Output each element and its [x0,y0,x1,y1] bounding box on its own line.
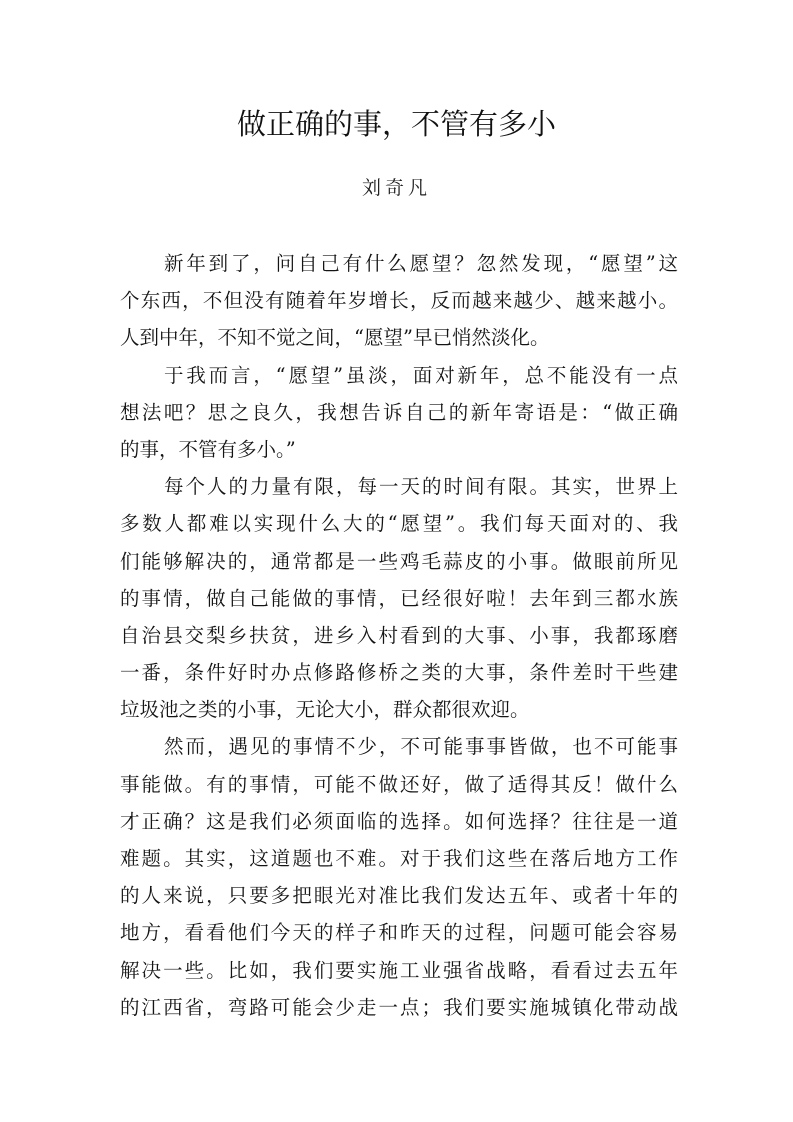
text-line: 一番，条件好时办点修路修桥之类的大事，条件差时干些建 [120,661,678,685]
paragraph [120,357,678,469]
text-line: 个东西，不但没有随着年岁增长，反而越来越少、越来越小。 [120,289,678,313]
text-line: 事能做。有的事情，可能不做还好，做了适得其反！做什么 [120,772,678,796]
text-line: 人到中年，不知不觉之间，“愿望”早已悄然淡化。 [120,326,550,350]
text-line: 每个人的力量有限，每一天的时间有限。其实，世界上 [164,475,678,499]
text-line: 地方，看看他们今天的样子和昨天的过程，问题可能会容易 [120,921,678,945]
text-line: 想法吧？思之良久，我想告诉自己的新年寄语是：“做正确 [120,400,678,424]
text-line: 难题。其实，这道题也不难。对于我们这些在落后地方工作 [120,847,678,870]
text-line: 们能够解决的，通常都是一些鸡毛蒜皮的小事。做眼前所见 [120,549,678,573]
text-line: 的人来说，只要多把眼光对准比我们发达五年、或者十年的 [120,884,678,908]
paragraph [120,728,678,1026]
paragraph [120,245,678,357]
text-line: 才正确？这是我们必须面临的选择。如何选择？往往是一道 [120,809,678,833]
text-line: 的事情，做自己能做的事情，已经很好啦！去年到三都水族 [120,586,678,610]
document-author: 刘奇凡 [361,177,431,199]
document-body [120,245,678,1026]
document-title: 做正确的事，不管有多小 [236,107,556,141]
text-line: 的江西省，弯路可能会少走一点；我们要实施城镇化带动战 [120,995,678,1019]
text-line: 然而，遇见的事情不少，不可能事事皆做，也不可能事 [164,735,678,759]
text-line: 垃圾池之类的小事，无论大小，群众都很欢迎。 [120,698,530,722]
paragraph [120,468,678,728]
text-line: 的事，不管有多小。” [120,437,296,461]
text-line: 新年到了，问自己有什么愿望？忽然发现，“愿望”这 [164,252,678,275]
text-line: 多数人都难以实现什么大的“愿望”。我们每天面对的、我 [120,512,678,536]
text-line: 于我而言，“愿望”虽淡，面对新年，总不能没有一点 [164,363,678,387]
text-line: 解决一些。比如，我们要实施工业强省战略，看看过去五年 [120,958,678,982]
text-line: 自治县交梨乡扶贫，进乡入村看到的大事、小事，我都琢磨 [120,623,678,647]
